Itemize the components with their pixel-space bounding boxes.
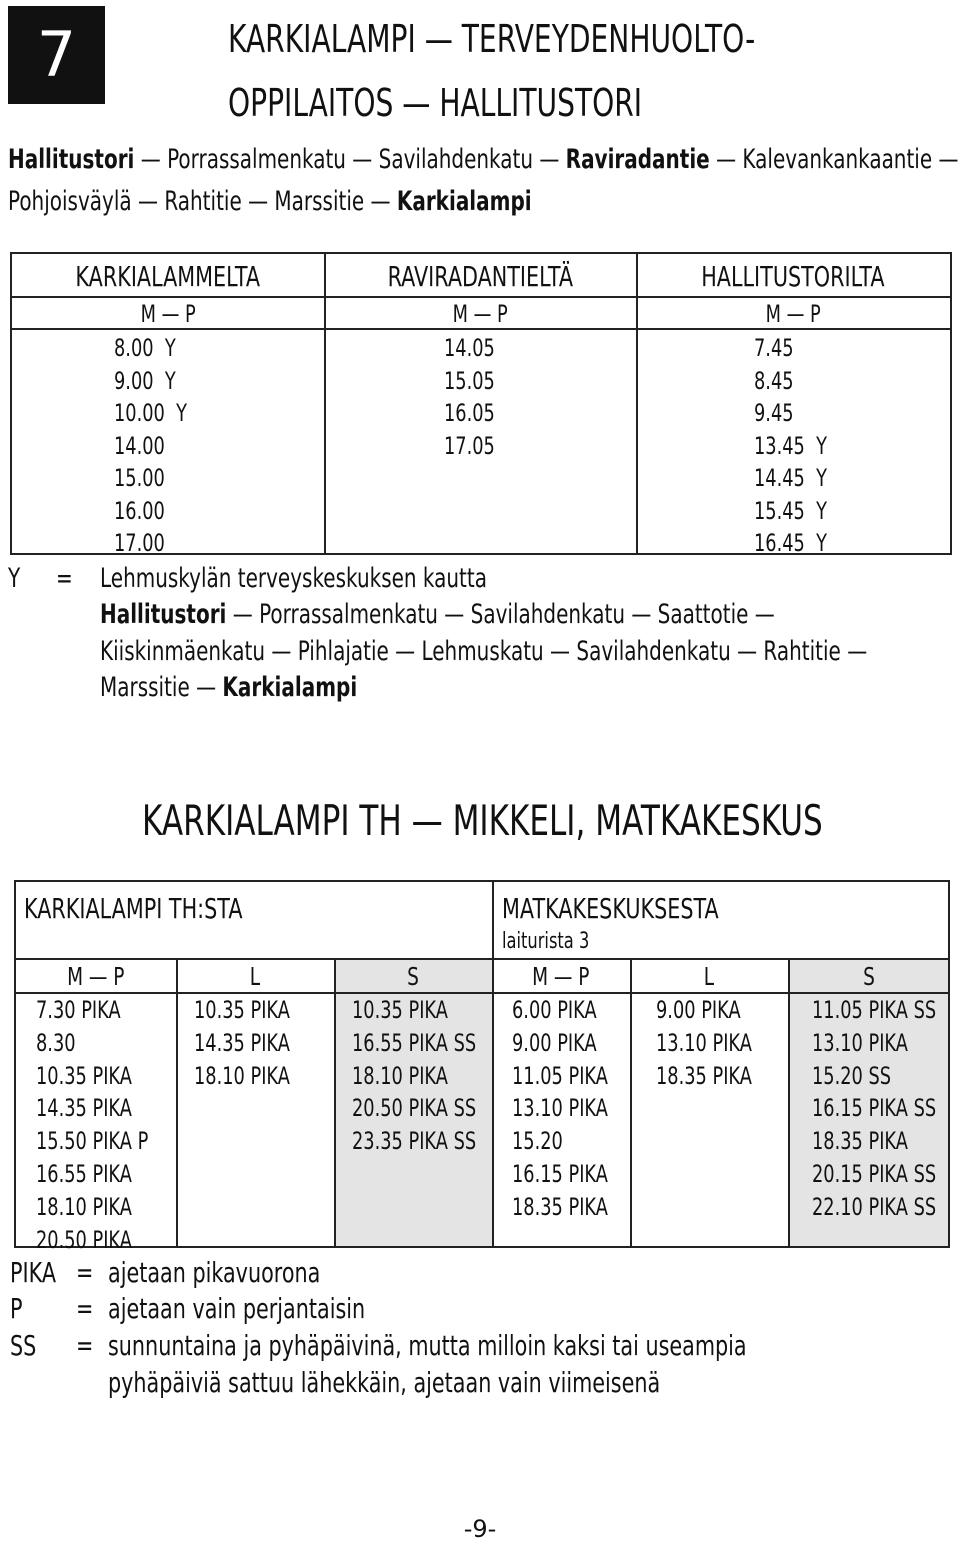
column-header: L bbox=[249, 962, 261, 991]
group-header-left: KARKIALAMPI TH:STA bbox=[24, 892, 243, 925]
departure-time: 9.45 bbox=[754, 399, 794, 427]
departure-time: 8.45 bbox=[754, 366, 794, 395]
departure-time: 9.00 PIKA bbox=[512, 1028, 597, 1057]
table-divider bbox=[788, 958, 790, 1246]
legend-symbol: Y bbox=[8, 563, 21, 594]
time-list bbox=[36, 994, 188, 1256]
page-number: -9- bbox=[463, 1515, 497, 1543]
departure-time: 16.05 bbox=[444, 399, 495, 427]
departure-time: 9.00 PIKA bbox=[656, 996, 741, 1024]
route-text: — Porrassalmenkatu — Savilahdenkatu — Saattotie — bbox=[226, 599, 775, 630]
departure-time: 10.35 PIKA bbox=[36, 1061, 132, 1090]
time-list bbox=[512, 994, 642, 1224]
days-label: M — P bbox=[765, 300, 821, 328]
legend-equals: = bbox=[76, 1256, 94, 1289]
departure-time: 18.10 PIKA bbox=[194, 1061, 290, 1090]
departure-time: 17.05 bbox=[444, 431, 495, 460]
column-header: M — P bbox=[532, 962, 590, 991]
departure-time: 15.20 SS bbox=[812, 1061, 892, 1090]
legend-text: sunnuntaina ja pyhäpäivinä, mutta milloin kaksi tai useampia bbox=[108, 1329, 747, 1362]
departure-time: 8.30 bbox=[36, 1028, 76, 1057]
departure-time: 13.45 Y bbox=[754, 431, 827, 460]
departure-time: 23.35 PIKA SS bbox=[352, 1127, 477, 1156]
legend-route-line1 bbox=[100, 596, 960, 633]
departure-time: 13.10 PIKA bbox=[812, 1028, 908, 1057]
group-header-right-sub: laiturista 3 bbox=[502, 929, 590, 954]
time-list bbox=[194, 994, 324, 1092]
route-text: — Kalevankankaantie — bbox=[709, 144, 959, 175]
days-label: M — P bbox=[140, 300, 196, 328]
timetable-2 bbox=[14, 880, 950, 1254]
departure-time: 6.00 PIKA bbox=[512, 996, 597, 1024]
departure-time: 14.45 Y bbox=[754, 464, 827, 492]
departure-time: 22.10 PIKA SS bbox=[812, 1192, 937, 1221]
column-header: S bbox=[863, 962, 875, 991]
departure-time: 15.00 bbox=[114, 464, 165, 492]
column-header: L bbox=[703, 962, 715, 991]
departure-time: 18.35 PIKA bbox=[812, 1127, 908, 1156]
departure-time: 15.50 PIKA P bbox=[36, 1127, 149, 1156]
bold-stop-name: Raviradantie bbox=[565, 144, 710, 175]
departure-time: 16.00 bbox=[114, 496, 165, 525]
departure-time: 18.10 PIKA bbox=[352, 1061, 448, 1090]
column-header: S bbox=[407, 962, 419, 991]
legend-text: ajetaan pikavuorona bbox=[108, 1256, 321, 1289]
departure-time: 11.05 PIKA bbox=[512, 1061, 608, 1090]
departure-time: 7.45 bbox=[754, 334, 794, 362]
column-header: M — P bbox=[67, 962, 125, 991]
departure-time: 20.15 PIKA SS bbox=[812, 1159, 937, 1188]
time-list bbox=[352, 994, 520, 1158]
departure-time: 8.00 Y bbox=[114, 334, 176, 362]
departure-time: 20.50 PIKA bbox=[36, 1225, 132, 1254]
legend-text: Lehmuskylän terveyskeskuksen kautta bbox=[100, 563, 487, 594]
departure-time: 15.20 bbox=[512, 1127, 563, 1156]
departure-time: 10.35 PIKA bbox=[194, 996, 290, 1024]
route-description-line1 bbox=[8, 140, 960, 180]
bold-stop-name: Karkialampi bbox=[222, 672, 358, 703]
departure-time: 9.00 Y bbox=[114, 366, 176, 395]
departure-time: 20.50 PIKA SS bbox=[352, 1094, 477, 1123]
departure-time: 15.05 bbox=[444, 366, 495, 395]
route-number-badge bbox=[8, 6, 105, 104]
departure-time: 10.00 Y bbox=[114, 399, 187, 427]
days-label: M — P bbox=[452, 300, 508, 328]
page-title-line1: KARKIALAMPI — TERVEYDENHUOLTO- bbox=[228, 17, 756, 61]
departure-time: 14.35 PIKA bbox=[194, 1028, 290, 1057]
route-text: — Porrassalmenkatu — Savilahdenkatu — bbox=[134, 144, 566, 175]
timetable-1 bbox=[10, 252, 952, 555]
time-list bbox=[444, 332, 513, 462]
departure-time: 14.35 PIKA bbox=[36, 1094, 132, 1123]
legend-symbol: SS bbox=[10, 1329, 37, 1362]
departure-time: 15.45 Y bbox=[754, 496, 827, 525]
time-list bbox=[114, 332, 213, 560]
departure-time: 18.35 PIKA bbox=[512, 1192, 608, 1221]
page-title-line2: OPPILAITOS — HALLITUSTORI bbox=[228, 81, 643, 125]
time-list bbox=[656, 994, 786, 1092]
departure-time: 10.35 PIKA bbox=[352, 996, 448, 1024]
route-description-line2 bbox=[8, 182, 716, 222]
column-header: KARKIALAMMELTA bbox=[75, 260, 261, 293]
legend-symbol: P bbox=[10, 1292, 23, 1325]
departure-time: 7.30 PIKA bbox=[36, 996, 121, 1024]
time-list bbox=[812, 994, 960, 1224]
column-header: RAVIRADANTIELTÄ bbox=[387, 260, 573, 293]
route-text: Marssitie — bbox=[100, 672, 223, 703]
column-header: HALLITUSTORILTA bbox=[701, 260, 885, 293]
route-number: 7 bbox=[36, 18, 77, 91]
departure-time: 18.10 PIKA bbox=[36, 1192, 132, 1221]
departure-time: 16.15 PIKA bbox=[512, 1159, 608, 1188]
legend-text-continuation: pyhäpäiviä sattuu lähekkäin, ajetaan vain viimeisenä bbox=[108, 1366, 661, 1399]
bold-stop-name: Hallitustori bbox=[100, 599, 227, 630]
departure-time: 18.35 PIKA bbox=[656, 1061, 752, 1090]
departure-time: 14.05 bbox=[444, 334, 495, 362]
departure-time: 16.15 PIKA SS bbox=[812, 1094, 937, 1123]
table-divider bbox=[334, 958, 336, 1246]
departure-time: 11.05 PIKA SS bbox=[812, 996, 937, 1024]
time-list bbox=[754, 332, 853, 560]
departure-time: 13.10 PIKA bbox=[512, 1094, 608, 1123]
departure-time: 16.55 PIKA SS bbox=[352, 1028, 477, 1057]
legend-equals: = bbox=[76, 1329, 94, 1362]
route-text: Kiiskinmäenkatu — Pihlajatie — Lehmuskatu — Savilahdenkatu — Rahtitie — bbox=[100, 636, 868, 667]
section-title: KARKIALAMPI TH — MIKKELI, MATKAKESKUS bbox=[142, 796, 823, 845]
legend-route-line3 bbox=[100, 669, 448, 706]
bold-stop-name: Karkialampi bbox=[396, 186, 532, 217]
group-header-right: MATKAKESKUKSESTA bbox=[502, 892, 719, 925]
legend-symbol: PIKA bbox=[10, 1256, 57, 1289]
bold-stop-name: Hallitustori bbox=[8, 144, 135, 175]
legend-equals: = bbox=[56, 563, 73, 594]
departure-time: 16.55 PIKA bbox=[36, 1159, 132, 1188]
departure-time: 16.45 Y bbox=[754, 529, 827, 557]
departure-time: 17.00 bbox=[114, 529, 165, 557]
departure-time: 13.10 PIKA bbox=[656, 1028, 752, 1057]
route-text: Pohjoisväylä — Rahtitie — Marssitie — bbox=[8, 186, 397, 217]
departure-time: 14.00 bbox=[114, 431, 165, 460]
legend-text: ajetaan vain perjantaisin bbox=[108, 1292, 366, 1325]
legend-route-line2 bbox=[100, 633, 960, 670]
legend-equals: = bbox=[76, 1292, 94, 1325]
